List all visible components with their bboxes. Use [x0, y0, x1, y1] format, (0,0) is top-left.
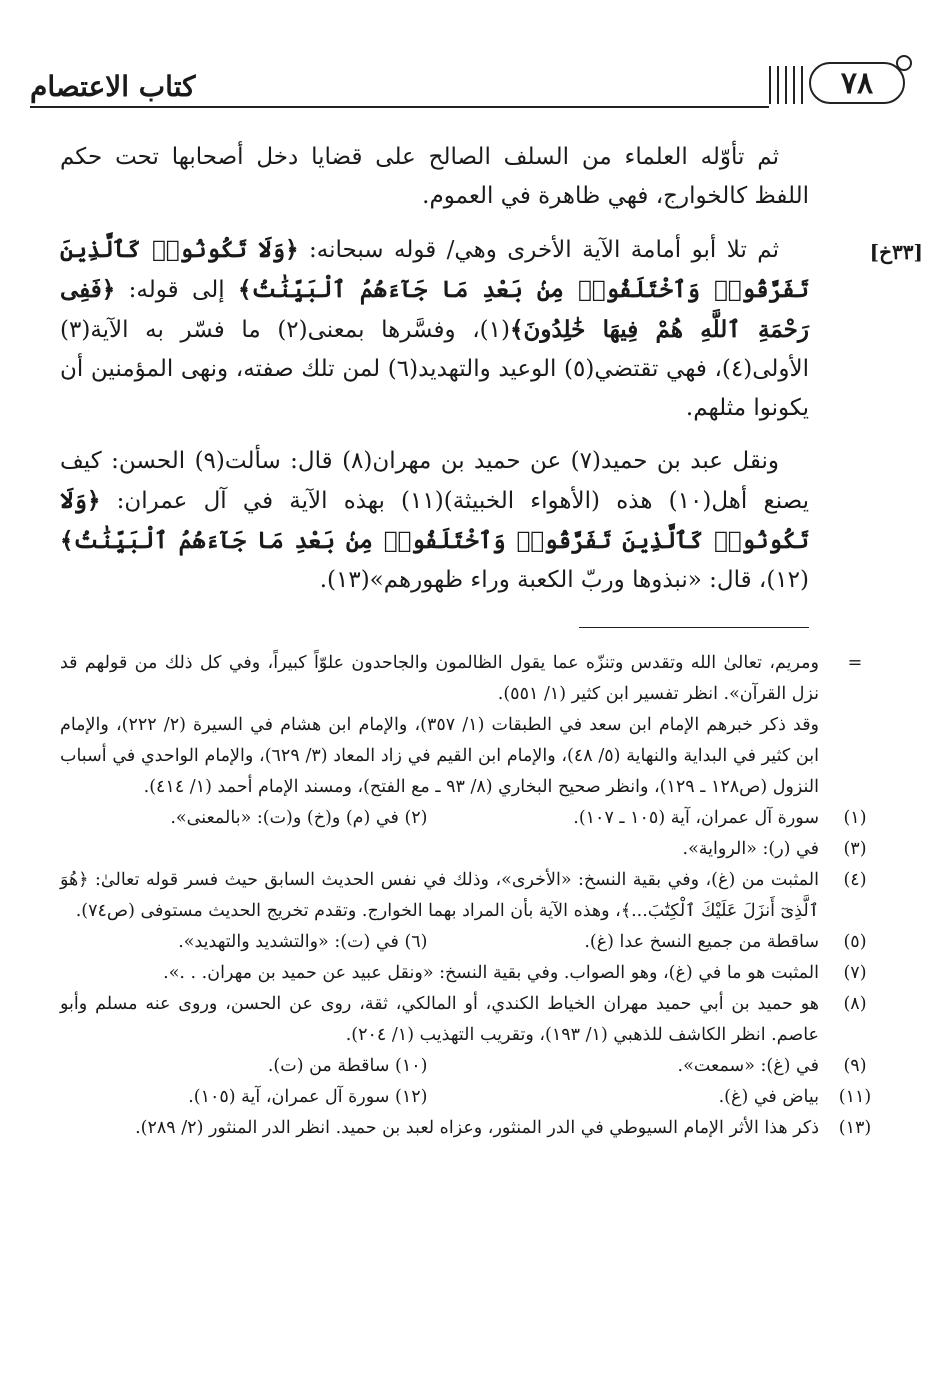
footnote-text: سورة آل عمران، آية (١٠٥ ـ ١٠٧). [573, 808, 819, 828]
footnote-text: ساقطة من جميع النسخ عدا (غ). [584, 932, 819, 952]
footnote-number: (٧) [843, 963, 867, 983]
paragraph-2-text-c: (١)، وفسَّرها بمعنى(٢) ما فسّر به الآية(٣) الأولى(٤)، فهي تقتضي(٥) الوعيد والتهديد(٦) لمن تلك صفته، ونهى المؤمنين أن يكونوا مثلهم. [60, 317, 809, 421]
footnote-number: (٨) [843, 994, 867, 1014]
footnote-text: المثبت من (غ)، وفي بقية النسخ: «الأخرى»، وذلك في نفس الحديث السابق حيث فسر قوله تعالىٰ: ﴿هُوَ ٱلَّذِىٓ أَنزَلَ عَلَيْكَ ٱلْكِتَٰبَ...﴾، وهذه الآية بأن المراد بهما الخوارج. وتقدم تخريج الحديث مستوفى (ص٧٤). [60, 870, 819, 921]
footnote-number: (٥) [843, 932, 867, 952]
footnote-separator [579, 627, 809, 628]
footnote-2 [60, 803, 428, 834]
footnote-4 [60, 865, 867, 927]
ornament-line [769, 66, 771, 104]
paragraph-1 [60, 138, 809, 216]
page-header [30, 60, 909, 112]
footnote-number: (٣) [843, 839, 867, 859]
footnote-number: (٢) [404, 808, 428, 828]
manuscript-margin-note: [٣٣خ] [869, 240, 923, 264]
footnote-number: (١١) [838, 1087, 872, 1107]
footnote-pair-9-10 [60, 1051, 867, 1082]
footnote-1 [452, 803, 867, 834]
header-rule [30, 106, 769, 108]
continuation-marker: = [847, 653, 863, 673]
footnote-pair-11-12 [60, 1082, 872, 1113]
ornament-lines [769, 66, 803, 104]
footnote-text: هو حميد بن أبي حميد مهران الخياط الكندي، أو المالكي، ثقة، روى عن الحسن، وروى عنه مسلم وأبو عاصم. انظر الكاشف للذهبي (١/ ١٩٣)، وتقريب التهذيب (١/ ٢٠٤). [60, 994, 819, 1045]
footnote-number: (٦) [404, 932, 428, 952]
footnote-continuation [60, 648, 863, 803]
ornament-line [785, 66, 787, 104]
footnote-text: ساقطة من (ت). [267, 1056, 390, 1076]
footnote-number: (١٣) [838, 1118, 872, 1138]
paragraph-2-text-a: ثم تلا أبو أمامة الآية الأخرى وهي/ قوله سبحانه: [298, 237, 779, 263]
book-title: كتاب الاعتصام [30, 70, 196, 103]
page-number: ٧٨ [809, 62, 905, 104]
footnote-text: في (ت): «والتشديد والتهديد». [178, 932, 399, 952]
footnote-3 [60, 834, 867, 865]
footnote-number: (١٠) [395, 1056, 428, 1076]
footnote-9 [452, 1051, 867, 1082]
footnote-continuation-text-2: وقد ذكر خبرهم الإمام ابن سعد في الطبقات (١/ ٣٥٧)، والإمام ابن هشام في السيرة (٢/ ٢٢٢)، والإمام ابن كثير في البداية والنهاية (٥/ ٤٨)، والإمام ابن القيم في زاد المعاد (٣/ ٦٢٩)، والإمام الواحدي في أسباب النزول (ص١٢٨ ـ ١٢٩)، وانظر صحيح البخاري (٨/ ٩٣ ـ مع الفتح)، ومسند الإمام أحمد (١/ ٤١٤). [60, 715, 820, 797]
quran-verse-3: ﴿وَلَا تَكُونُوا۟ كَٱلَّذِينَ تَفَرَّقُوا۟ وَٱخْتَلَفُوا۟ مِنۢ بَعْدِ مَا جَآءَهُمُ ٱلْبَيِّنَٰتُ﴾ [60, 487, 809, 554]
footnote-8 [60, 989, 867, 1051]
footnotes [60, 648, 872, 1144]
paragraph-2 [60, 230, 809, 428]
footnote-number: (١٢) [395, 1087, 428, 1107]
footnote-7 [60, 958, 867, 989]
footnote-5 [452, 927, 867, 958]
ornament-line [777, 66, 779, 104]
footnote-11 [452, 1082, 872, 1113]
ornament-line [793, 66, 795, 104]
footnote-continuation-text-1: ومريم، تعالىٰ الله وتقدس وتنزّه عما يقول الظالمون والجاحدون علوّاً كبيراً، وفي كل ذلك من قولهم قد نزل القرآن». انظر تفسير ابن كثير (١/ ٥٥١). [60, 653, 819, 704]
quran-verse-1: ﴿وَلَا تَكُونُوا۟ كَٱلَّذِينَ تَفَرَّقُوا۟ وَٱخْتَلَفُوا۟ مِنۢ بَعْدِ مَا جَآءَهُمُ ٱلْبَيِّنَٰتُ﴾ [60, 236, 809, 303]
footnote-text: ذكر هذا الأثر الإمام السيوطي في الدر المنثور، وعزاه لعبد بن حميد. انظر الدر المنثور (٢/ ٢٨٩). [135, 1118, 819, 1138]
paragraph-3 [60, 442, 809, 600]
footnote-text: في (م) و(خ) و(ت): «بالمعنى». [170, 808, 399, 828]
footnote-text: في (غ): «سمعت». [677, 1056, 819, 1076]
paragraph-3-text-b: (١٢)، قال: «نبذوها وربّ الكعبة وراء ظهورهم»(١٣). [319, 567, 809, 593]
footnote-12 [60, 1082, 428, 1113]
main-text [60, 138, 809, 614]
footnote-13 [60, 1113, 872, 1144]
footnote-text: المثبت هو ما في (غ)، وهو الصواب. وفي بقية النسخ: «ونقل عبيد عن حميد بن مهران. . .». [163, 963, 819, 983]
paragraph-3-text-a: ونقل عبد بن حميد(٧) عن حميد بن مهران(٨) قال: سألت(٩) الحسن: كيف يصنع أهل(١٠) هذه (الأهواء الخبيثة)(١١) بهذه الآية في آل عمران: [60, 448, 810, 514]
paragraph-2-text-b: إلى قوله: [115, 277, 238, 303]
footnote-pair-1-2 [60, 803, 867, 834]
footnote-6 [60, 927, 428, 958]
paragraph-1-text: ثم تأوّله العلماء من السلف الصالح على قضايا دخل أصحابها تحت حكم اللفظ كالخوارج، فهي ظاهرة في العموم. [60, 144, 809, 209]
footnote-text: في (ر): «الرواية». [682, 839, 819, 859]
quran-verse-2: ﴿فَفِى رَحْمَةِ ٱللَّهِ هُمْ فِيهَا خَٰلِدُونَ﴾ [60, 276, 809, 343]
footnote-number: (١) [843, 808, 867, 828]
footnote-number: (٩) [843, 1056, 867, 1076]
footnote-pair-5-6 [60, 927, 867, 958]
footnote-text: بياض في (غ). [718, 1087, 819, 1107]
footnote-number: (٤) [843, 870, 867, 890]
ornament-line [801, 66, 803, 104]
footnote-10 [60, 1051, 428, 1082]
footnote-text: سورة آل عمران، آية (١٠٥). [188, 1087, 390, 1107]
page-number-ornament [769, 62, 909, 106]
